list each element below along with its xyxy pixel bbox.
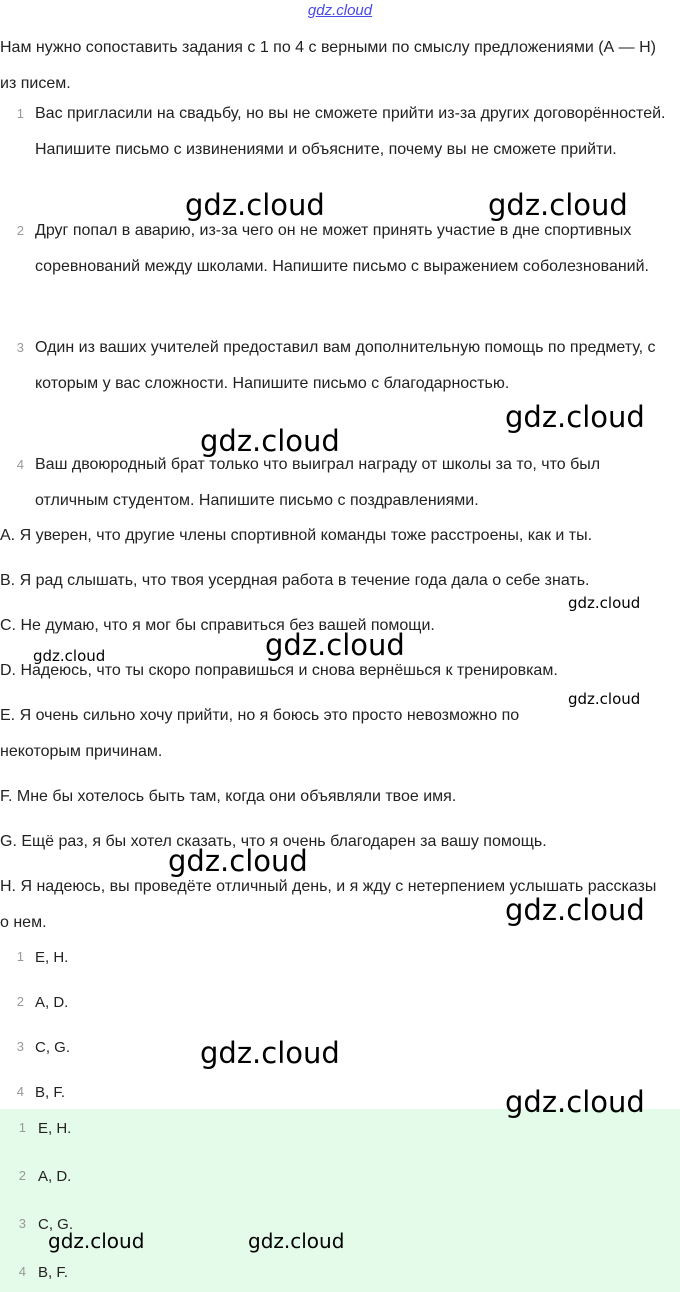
watermark: gdz.cloud	[48, 1229, 145, 1253]
option-h: H. Я надеюсь, вы проведёте отличный день, и я жду с нетерпением услышать рассказы о нем.	[0, 878, 657, 931]
watermark: gdz.cloud	[185, 188, 325, 222]
task-text: Вас пригласили на свадьбу, но вы не сможете прийти из-за других договорённостей. Напишите письмо с извинениями и объясните, почему вы не сможете прийти.	[35, 105, 666, 158]
task-number: 4	[16, 457, 24, 472]
answer-text: E, H.	[35, 949, 69, 966]
answer-text: A, D.	[38, 1168, 72, 1185]
answer-number: 2	[16, 994, 24, 1009]
watermark: gdz.cloud	[265, 628, 405, 662]
answer-number: 4	[16, 1084, 24, 1099]
answer-number: 3	[18, 1216, 26, 1231]
answer-text: C, G.	[38, 1216, 74, 1233]
answer-number: 2	[18, 1168, 26, 1183]
highlighted-answer-2	[0, 1168, 71, 1185]
task-text: Ваш двоюродный брат только что выиграл награду от школы за то, что был отличным студентом. Напишите письмо с поздравлениями.	[35, 456, 601, 509]
task-text: Друг попал в аварию, из-за чего он не может принять участие в дне спортивных соревнований между школами. Напишите письмо с выражением соболезнований.	[35, 222, 649, 275]
task-number: 1	[16, 106, 24, 121]
highlighted-answer-4	[0, 1264, 68, 1281]
task-item-2	[0, 213, 670, 285]
answer-text: C, G.	[35, 1039, 71, 1056]
watermark: gdz.cloud	[505, 1085, 645, 1119]
highlighted-answer-1	[0, 1120, 71, 1137]
answer-text: B, F.	[35, 1084, 66, 1101]
watermark: gdz.cloud	[248, 1229, 345, 1253]
answer-highlight-box	[0, 1109, 680, 1292]
option-a: A. Я уверен, что другие члены спортивной команды тоже расстроены, как и ты.	[0, 527, 593, 544]
task-item-3	[0, 330, 670, 402]
watermark: gdz.cloud	[168, 844, 308, 878]
answer-text: B, F.	[38, 1264, 69, 1281]
option-g: G. Ещё раз, я бы хотел сказать, что я очень благодарен за вашу помощь.	[0, 833, 547, 850]
site-logo[interactable]: gdz.cloud	[307, 2, 373, 19]
task-text: Один из ваших учителей предоставил вам дополнительную помощь по предмету, с которым у вас сложности. Напишите письмо с благодарностью.	[35, 339, 656, 392]
option-e: E. Я очень сильно хочу прийти, но я боюсь это просто невозможно по некоторым причинам.	[0, 707, 520, 760]
option-b: B. Я рад слышать, что твоя усердная работа в течение года дала о себе знать.	[0, 572, 590, 589]
watermark: gdz.cloud	[33, 647, 106, 665]
watermark: gdz.cloud	[568, 690, 641, 708]
watermark: gdz.cloud	[505, 893, 645, 927]
intro-text: Нам нужно сопоставить задания с 1 по 4 с верными по смыслу предложениями (А — Н) из писем.	[0, 39, 656, 92]
watermark: gdz.cloud	[568, 594, 641, 612]
option-c: C. Не думаю, что я мог бы справиться без вашей помощи.	[0, 617, 435, 634]
answer-text: A, D.	[35, 994, 69, 1011]
answer-number: 1	[16, 949, 24, 964]
answer-item-1	[0, 949, 68, 966]
answer-text: E, H.	[38, 1120, 72, 1137]
answer-item-3	[0, 1039, 70, 1056]
answer-number: 3	[16, 1039, 24, 1054]
answer-number: 4	[18, 1264, 26, 1279]
answer-item-4	[0, 1084, 65, 1101]
watermark: gdz.cloud	[200, 424, 340, 458]
option-f: F. Мне бы хотелось быть там, когда они объявляли твое имя.	[0, 788, 457, 805]
option-d: D. Надеюсь, что ты скоро поправишься и снова вернёшься к тренировкам.	[0, 662, 558, 679]
watermark: gdz.cloud	[488, 188, 628, 222]
watermark: gdz.cloud	[505, 400, 645, 434]
task-number: 3	[16, 340, 24, 355]
task-item-1	[0, 96, 670, 168]
watermark: gdz.cloud	[200, 1036, 340, 1070]
task-number: 2	[16, 223, 24, 238]
answer-item-2	[0, 994, 68, 1011]
answer-number: 1	[18, 1120, 26, 1135]
